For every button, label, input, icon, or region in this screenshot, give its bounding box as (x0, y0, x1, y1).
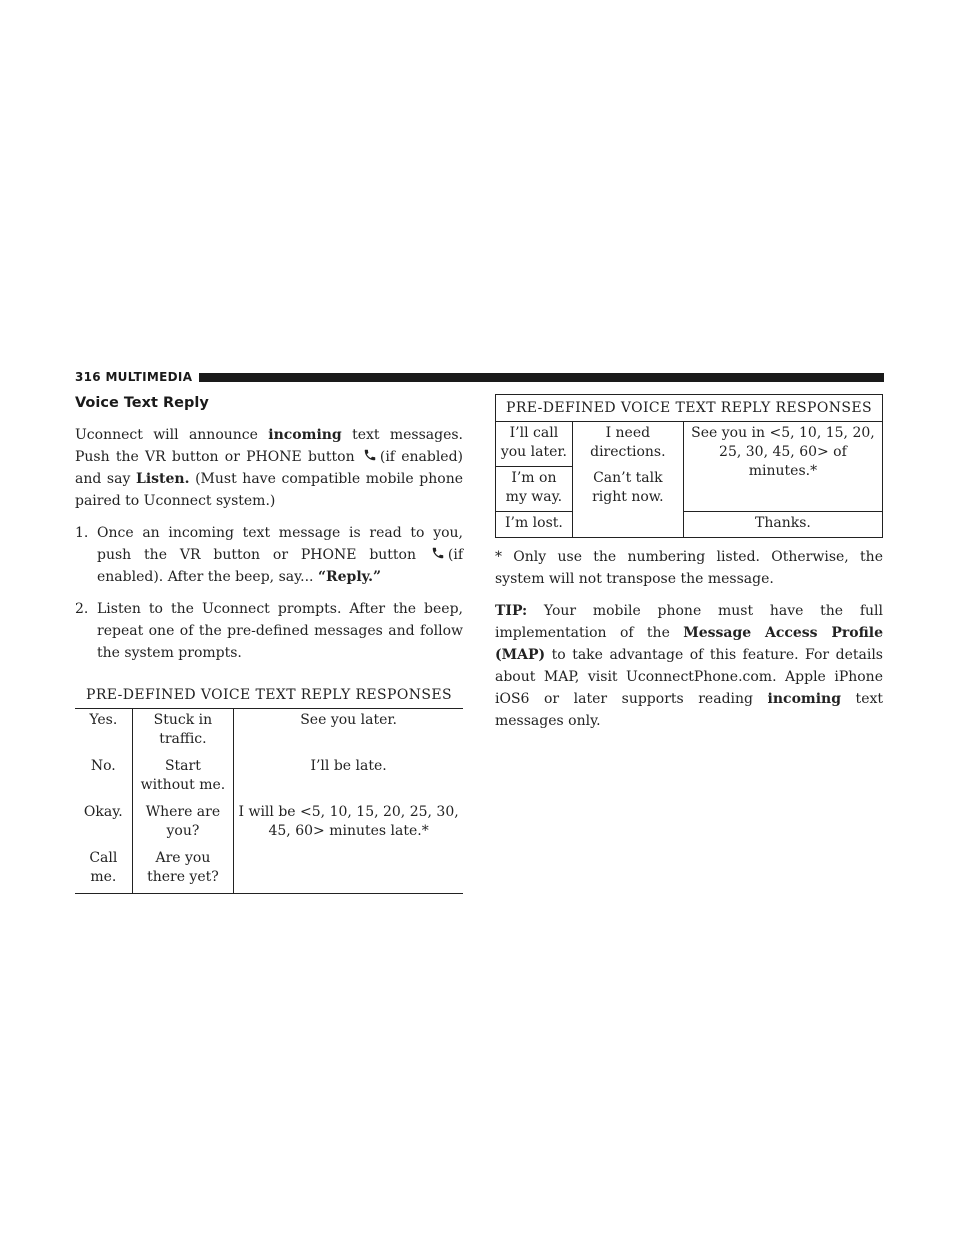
step-item (75, 598, 463, 664)
table-cell: I’ll be late. (234, 755, 463, 801)
page-label (75, 370, 192, 384)
responses-table-2 (495, 394, 883, 538)
table-cell: I’ll call you later. (496, 422, 573, 467)
table-cell: See you later. (234, 709, 463, 756)
tip-text-2: to take advantage of this feature. For details about MAP, visit UconnectPhone.com. Apple iPhone iOS6 or later supports reading (495, 647, 883, 707)
table-cell: Thanks. (683, 512, 882, 538)
table-cell: See you in <5, 10, 15, 20, 25, 30, 45, 60> of minutes.* (683, 422, 882, 512)
left-column (75, 394, 463, 894)
table-cell: Where are you? (132, 801, 234, 847)
table-cell: Yes. (89, 712, 118, 728)
table-cell: I will be <5, 10, 15, 20, 25, 30, 45, 60> minutes late.* (234, 801, 463, 894)
intro-bold-2: Listen. (135, 471, 190, 487)
phone-handset-icon (363, 448, 377, 462)
intro-text-2: text messages. Push the VR button or PHONE button (75, 427, 464, 465)
tip-paragraph (495, 600, 883, 732)
table-title: PRE-DEFINED VOICE TEXT REPLY RESPONSES (75, 682, 463, 709)
table-cell: I’m lost. (496, 512, 573, 538)
section-heading: Voice Text Reply (75, 395, 209, 411)
tip-bold-2: incoming (767, 691, 842, 707)
table-row (496, 422, 883, 467)
intro-text-3: (if enabled) and say (75, 449, 464, 487)
footnote: * Only use the numbering listed. Otherwise, the system will not transpose the message. (495, 549, 883, 587)
step-number: 1. (75, 525, 89, 541)
step-text: (if enabled). After the beep, say... (97, 547, 463, 585)
table-row (75, 709, 463, 756)
phone-handset-icon (431, 546, 445, 560)
tip-text-3: text messages only. (495, 691, 883, 729)
table-row (496, 512, 883, 538)
responses-table-1 (75, 682, 463, 894)
table-title: PRE-DEFINED VOICE TEXT REPLY RESPONSES (496, 395, 883, 422)
table-cell: Are you there yet? (132, 847, 234, 894)
steps-list (75, 522, 463, 664)
right-column (495, 394, 883, 742)
step-item (75, 522, 463, 588)
table-row (75, 755, 463, 801)
page-header (75, 370, 884, 384)
table-cell: Start without me. (132, 755, 234, 801)
table-cell: Okay. (83, 804, 123, 820)
table-row (75, 801, 463, 847)
tip-bold-1: Message Access Profile (MAP) (495, 625, 883, 663)
tip-text-1: Your mobile phone must have the full implementation of the (495, 603, 883, 641)
table-cell: No. (90, 758, 116, 774)
table-cell: I need directions. (572, 422, 683, 467)
header-rule (199, 373, 884, 382)
page-number: 316 (75, 370, 101, 384)
step-bold: “Reply.” (317, 569, 382, 585)
table-cell: Call me. (89, 850, 118, 885)
step-text: Listen to the Uconnect prompts. After the beep, repeat one of the pre-defined messages and follow the system prompts. (97, 601, 463, 661)
intro-text-1: Uconnect will announce (75, 427, 269, 443)
tip-label: TIP: (495, 603, 528, 619)
table-cell: Stuck in traffic. (132, 709, 234, 756)
step-text: Once an incoming text message is read to you, push the VR button or PHONE button (97, 525, 463, 563)
step-number: 2. (75, 601, 89, 617)
intro-paragraph (75, 424, 463, 512)
section-title: MULTIMEDIA (105, 370, 193, 384)
table-cell: Can’t talk right now. (572, 467, 683, 538)
table-cell: I’m on my way. (496, 467, 573, 512)
intro-text-4: (Must have compatible mobile phone paired to Uconnect system.) (75, 471, 463, 509)
intro-bold-1: incoming (268, 427, 342, 443)
